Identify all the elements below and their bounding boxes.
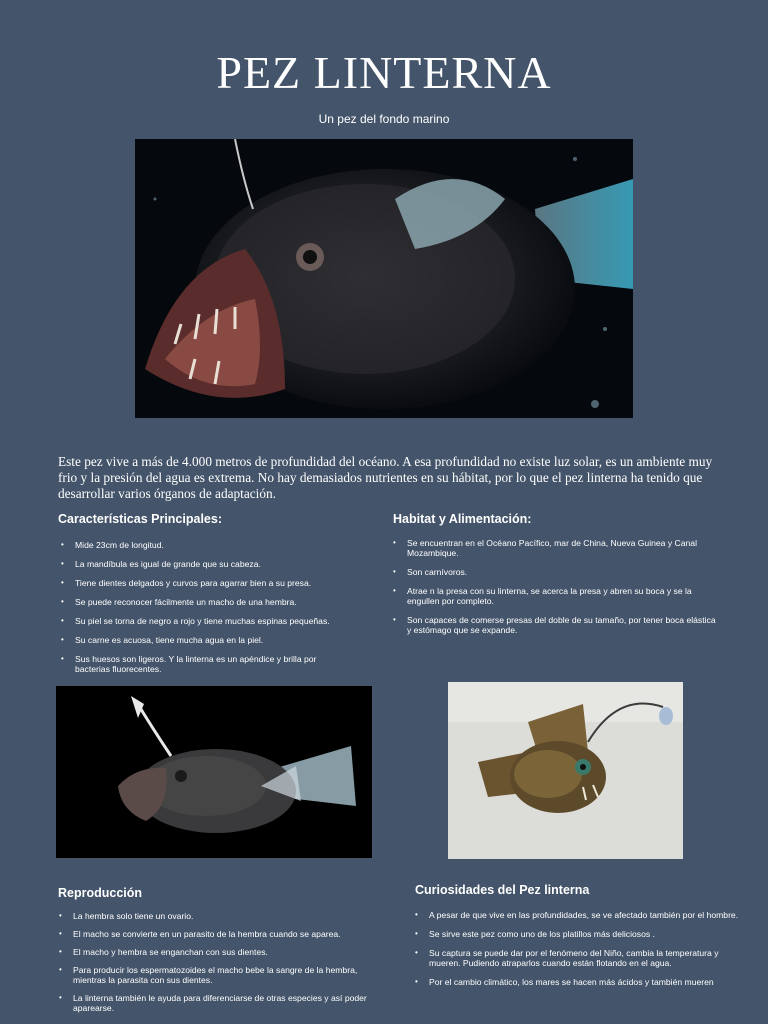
habitat-list bbox=[392, 538, 717, 635]
anglerfish-model-photo bbox=[448, 682, 683, 859]
list-item: • Su piel se torna de negro a rojo y tiene muchas espinas pequeñas. bbox=[60, 616, 345, 626]
list-item: • Sus huesos son ligeros. Y la linterna es un apéndice y brilla por bacterias fluorecentes. bbox=[60, 654, 345, 674]
list-item: • El macho y hembra se enganchan con sus dientes. bbox=[58, 947, 373, 957]
list-item: • Atrae n la presa con su linterna, se acerca la presa y abren su boca y se la engullen por completo. bbox=[392, 586, 717, 606]
list-item: • Su carne es acuosa, tiene mucha agua en la piel. bbox=[60, 635, 345, 645]
list-item: • El macho se convierte en un parasito de la hembra cuando se aparea. bbox=[58, 929, 373, 939]
habitat-heading: Habitat y Alimentación: bbox=[393, 512, 532, 526]
anglerfish-photo-main bbox=[135, 139, 633, 418]
list-item: • Se puede reconocer fácilmente un macho de una hembra. bbox=[60, 597, 345, 607]
reproduccion-list bbox=[58, 911, 373, 1013]
list-item: • Son carnívoros. bbox=[392, 567, 717, 577]
list-item: • La mandíbula es igual de grande que su cabeza. bbox=[60, 559, 345, 569]
page-subtitle: Un pez del fondo marino bbox=[318, 112, 450, 126]
curiosidades-heading: Curiosidades del Pez linterna bbox=[415, 883, 590, 897]
list-item: • Mide 23cm de longitud. bbox=[60, 540, 345, 550]
list-item: • La hembra solo tiene un ovario. bbox=[58, 911, 373, 921]
page-title: PEZ LINTERNA bbox=[216, 47, 552, 98]
list-item: • Se sirve este pez como uno de los platillos más deliciosos . bbox=[414, 929, 739, 939]
list-item: • Para producir los espermatozoides el macho bebe la sangre de la hembra, mientras la parasita con sus dientes. bbox=[58, 965, 373, 985]
list-item: • Su captura se puede dar por el fenómeno del Niño, cambia la temperatura y mueren. Pudiendo atraparlos cuando están flotando en el agua. bbox=[414, 948, 739, 968]
reproduccion-heading: Reproducción bbox=[58, 886, 143, 900]
intro-paragraph: Este pez vive a más de 4.000 metros de profundidad del océano. A esa profundidad no existe luz solar, es un ambiente muy frio y la presión del agua es extrema. No hay demasiados nutrientes en su hábitat, por lo que el pez linterna ha tenido que desarrollar varios órganos de adaptación. bbox=[58, 454, 713, 501]
list-item: • Se encuentran en el Océano Pacífico, mar de China, Nueva Guinea y Canal Mozambique. bbox=[392, 538, 717, 558]
list-item: • La linterna también le ayuda para diferenciarse de otras especies y así poder aparearse. bbox=[58, 993, 373, 1013]
curiosidades-list bbox=[414, 910, 739, 987]
list-item: • Son capaces de comerse presas del doble de su tamaño, por tener boca elástica y estómago que se expande. bbox=[392, 615, 717, 635]
caracteristicas-heading: Características Principales: bbox=[58, 512, 222, 526]
list-item: • A pesar de que vive en las profundidades, se ve afectado también por el hombre. bbox=[414, 910, 739, 920]
list-item: • Por el cambio climático, los mares se hacen más ácidos y también mueren bbox=[414, 977, 739, 987]
anglerfish-photo-dark bbox=[56, 686, 372, 858]
caracteristicas-list bbox=[60, 540, 345, 674]
list-item: • Tiene dientes delgados y curvos para agarrar bien a su presa. bbox=[60, 578, 345, 588]
